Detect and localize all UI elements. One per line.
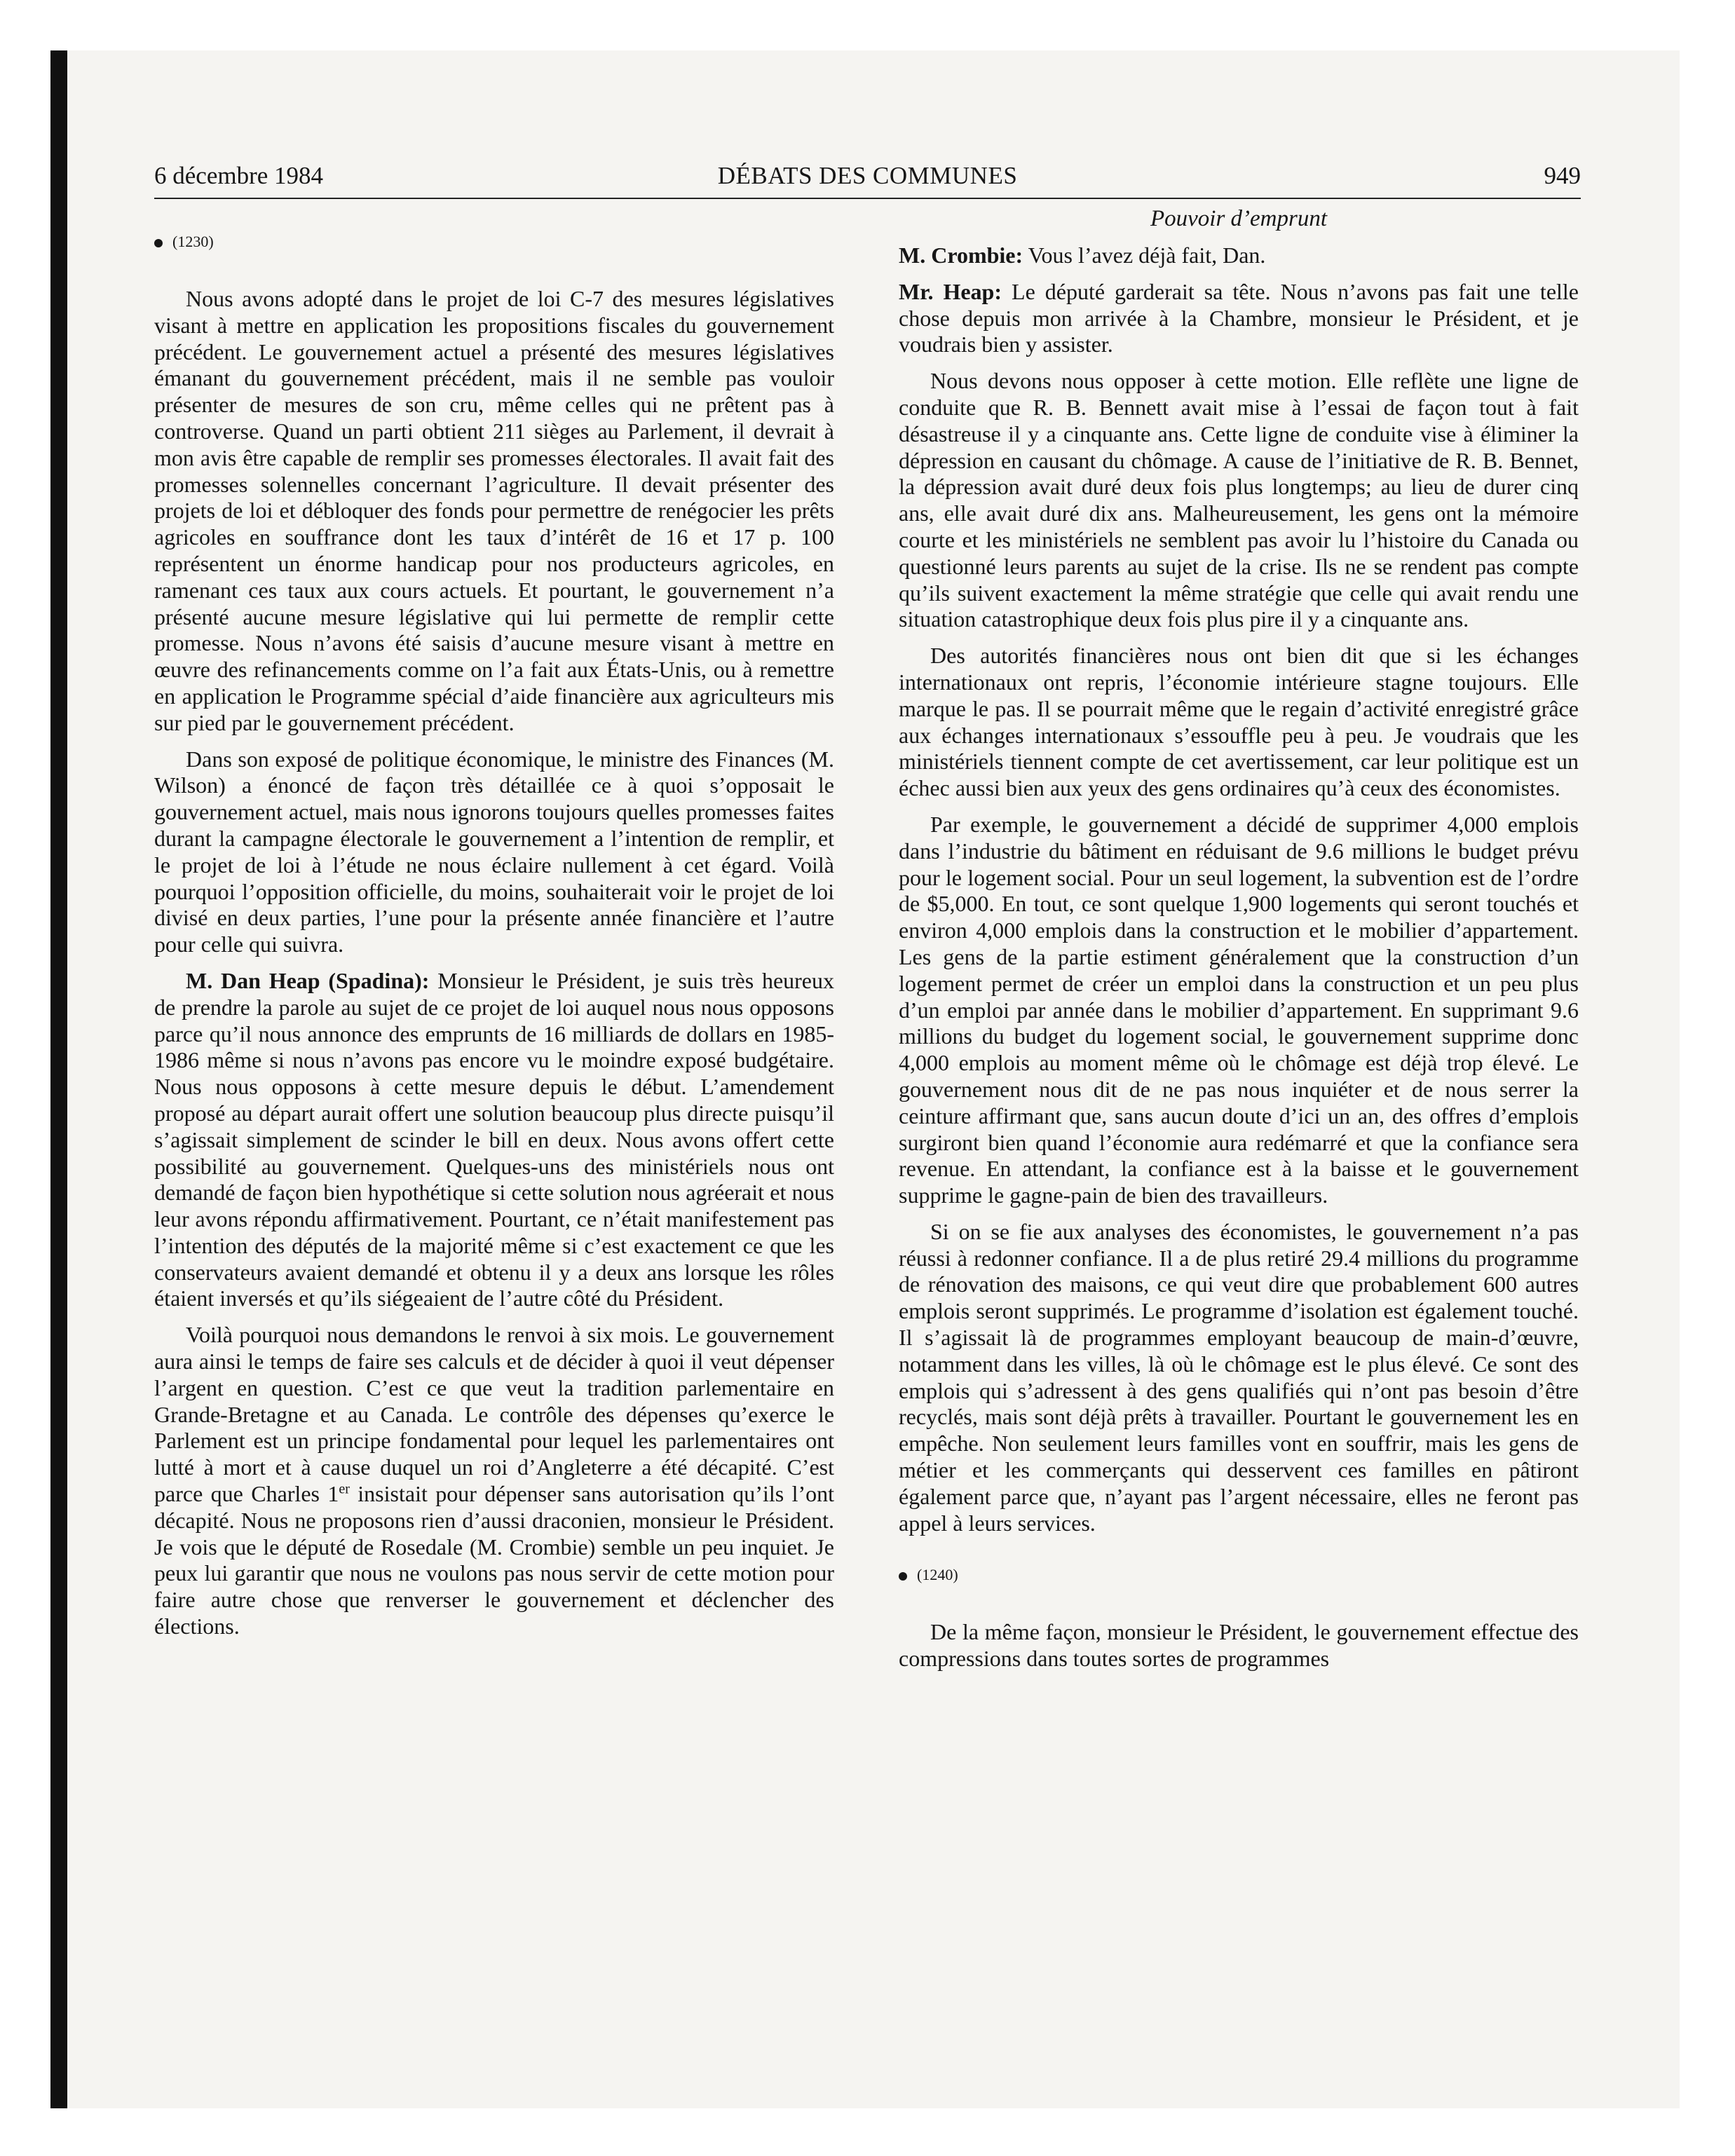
page-number: 949 [1544, 162, 1581, 189]
time-marker-1240 [899, 1564, 1579, 1585]
scan-edge-bar [50, 50, 67, 2108]
speech-text: insistait pour dépenser sans autorisation qu’ils l’ont décapité. Nous ne proposons rien d’aussi draconien, monsieur le Président. Je vois que le député de Rosedale (M. Crombie) semble un peu inquiet. Je peux lui garantir que nous ne voulons pas nous servir de cette motion pour faire autre chose que renverser le gouvernement et déclencher des élections. [154, 1481, 835, 1639]
speaker-name: M. Dan Heap (Spadina): [186, 967, 430, 993]
paragraph: De la même façon, monsieur le Président, le gouvernement effectue des compressions dans toutes sortes de programmes [899, 1619, 1579, 1672]
header-rule [154, 198, 1581, 199]
speech-text: Monsieur le Président, je suis très heureux de prendre la parole au sujet de ce projet de loi auquel nous nous opposons parce qu’il nous annonce des emprunts de 16 milliards de dollars en 1985-1986 même si nous n’avons pas encore vu le moindre exposé budgétaire. Nous nous opposons à cette mesure depuis le début. L’amendement proposé au départ aurait offert une solution beaucoup plus directe puisqu’il s’agissait simplement de scinder le bill en deux. Nous avons offert cette possibilité au gouvernement. Quelques-uns des ministériels nous ont demandé de façon bien hypothétique si cette solution nous agréerait et nous leur avons répondu affirmativement. Pourtant, ce n’était manifestement pas l’intention des députés de la majorité même si c’est exactement ce que les conservateurs avaient demandé et obtenu il y a deux ans lorsque les rôles étaient inversés et qu’ils siégeaient de l’autre côté du Président. [154, 967, 835, 1311]
header-date: 6 décembre 1984 [154, 162, 324, 189]
paragraph-charles [154, 1322, 834, 1640]
paragraph: Nous avons adopté dans le projet de loi C-7 des mesures législatives visant à mettre en application les propositions fiscales du gouvernement précédent. Le gouvernement actuel a présenté des mesures législatives émanant du gouvernement précédent, mais il ne semble pas vouloir présenter de mesures de son cru, même celles qui ne prêtent pas à controverse. Quand un parti obtient 211 sièges au Parlement, il devrait à mon avis être capable de remplir ses promesses électorales. Il avait fait des promesses solennelles concernant l’agriculture. Il devait présenter des projets de loi et débloquer des fonds pour permettre de renégocier les prêts agricoles en souffrance dont les taux d’intérêt de 16 et 17 p. 100 représentent un énorme handicap pour nos producteurs agricoles, en ramenant ces taux aux cours actuels. Et pourtant, le gouvernement n’a présenté aucune mesure législative qui lui permette de remplir cette promesse. Nous n’avons été saisis d’aucune mesure visant à mettre en œuvre des refinancements comme on l’a fait aux États-Unis, ou à remettre en application le Programme spécial d’aide financière aux agriculteurs mis sur pied par le gouvernement précédent. [154, 286, 834, 735]
speech-text: Le député garderait sa tête. Nous n’avons pas fait une telle chose depuis mon arrivée à la Chambre, monsieur le Président, et je voudrais bien y assister. [899, 278, 1579, 357]
speaker-name: Mr. Heap: [899, 278, 1002, 304]
paragraph: Nous devons nous opposer à cette motion. Elle reflète une ligne de conduite que R. B. Bennett avait mise à l’essai de façon tout à fait désastreuse il y a cinquante ans. Cette ligne de conduite vise à éliminer la dépression en causant du chômage. A cause de l’initiative de R. B. Bennet, la dépression avait duré deux fois plus longtemps; au lieu de durer cinq ans, elle avait duré dix ans. Malheureusement, les gens ont la mémoire courte et les ministériels ne semblent pas avoir lu l’histoire du Canada ou questionné leurs parents au sujet de la crise. Ils ne se rendent pas compte qu’ils suivent exactement la même stratégie que celle qui avait rendu une situation catastrophique deux fois plus pire il y a cinquante ans. [899, 368, 1579, 632]
time-marker-1230 [154, 231, 834, 252]
header-title: DÉBATS DES COMMUNES [717, 162, 1018, 189]
speech-text: Vous l’avez déjà fait, Dan. [1028, 243, 1266, 268]
right-column [899, 203, 1579, 1682]
subject-heading: Pouvoir d’emprunt [1150, 206, 1328, 231]
speech-crombie [899, 243, 1579, 269]
time-marker-text: (1240) [917, 1566, 958, 1584]
paragraph: Des autorités financières nous ont bien dit que si les échanges internationaux ont repris, l’économie intérieure stagne toujours. Elle marque le pas. Il se pourrait même que le regain d’activité enregistré grâce aux échanges internationaux s’essouffle peu à peu. Je voudrais que les ministériels tiennent compte de cet avertissement, car leur politique est un échec aussi bien aux yeux des gens ordinaires qu’à ceux des économistes. [899, 643, 1579, 801]
paragraph: Par exemple, le gouvernement a décidé de supprimer 4,000 emplois dans l’industrie du bâtiment en réduisant de 9.6 millions le budget prévu pour le logement social. Pour un seul logement, la subvention est de l’ordre de $5,000. En tout, ce sont quelque 1,900 logements qui seront touchés et environ 4,000 emplois dans la construction et le mobilier d’appartement. Les gens de la partie estiment généralement que la construction d’un logement permet de créer un emploi dans la construction et un peu plus d’un emploi par année dans le mobilier d’appartement. En supprimant 9.6 millions du budget du logement social, le gouvernement supprime donc 4,000 emplois au moment même où le chômage est déjà trop élevé. Le gouvernement nous dit de ne pas nous inquiéter et de nous serrer la ceinture affirmant que, sans aucun doute d’ici un an, des offres d’emplois surgiront bien quand l’économie aura redémarré et que la confiance sera revenue. En attendant, la confiance est à la baisse et le gouvernement supprime le gagne-pain de bien des travailleurs. [899, 811, 1579, 1208]
speech-heap-reply [899, 279, 1579, 358]
hansard-page [154, 160, 1581, 1672]
paragraph: Dans son exposé de politique économique, le ministre des Finances (M. Wilson) a énoncé de façon très détaillée ce à quoi s’opposait le gouvernement actuel, mais nous ignorons toujours quelles promesses faites durant la campagne électorale le gouvernement a l’intention de remplir, et le projet de loi à l’étude ne nous éclaire nullement à cet égard. Voilà pourquoi l’opposition officielle, du moins, souhaiterait voir le projet de loi divisé en deux parties, l’une pour la présente année financière et l’autre pour celle qui suivra. [154, 746, 834, 957]
paragraph: Si on se fie aux analyses des économistes, le gouvernement n’a pas réussi à redonner confiance. Il a de plus retiré 29.4 millions du programme de rénovation des maisons, ce qui veut dire que probablement 600 autres emplois seront supprimés. Le programme d’isolation est également touché. Il s’agissait là de programmes employant beaucoup de main-d’œuvre, notamment dans les villes, là où le chômage est le plus élevé. Ce sont des emplois qui s’adressent à des gens qualifiés qui n’ont pas besoin d’être recyclés, mais sont déjà prêts à travailler. Pourtant le gouvernement les en empêche. Non seulement leurs familles vont en souffrir, mais les gens de métier et les commerçants qui desservent ces familles en pâtiront également parce que, n’ayant pas l’argent nécessaire, elles ne feront pas appel à leurs services. [899, 1218, 1579, 1536]
speaker-name: M. Crombie: [899, 243, 1023, 268]
left-column [154, 203, 834, 1650]
time-marker-text: (1230) [172, 233, 214, 250]
bullet-dot-icon [154, 239, 163, 247]
running-head [154, 160, 1581, 192]
speech-heap [154, 968, 834, 1312]
bullet-dot-icon [899, 1572, 907, 1581]
superscript: er [339, 1481, 350, 1497]
speech-text: Voilà pourquoi nous demandons le renvoi à six mois. Le gouvernement aura ainsi le temps de faire ses calculs et de décider à quoi il veut dépenser l’argent en question. C’est ce que veut la tradition parlementaire en Grande-Bretagne et au Canada. Le contrôle des dépenses qu’exerce le Parlement est un principe fondamental pour lequel les parlementaires ont lutté à mort et à cause duquel un roi d’Angleterre a été décapité. C’est parce que Charles 1 [154, 1322, 834, 1507]
